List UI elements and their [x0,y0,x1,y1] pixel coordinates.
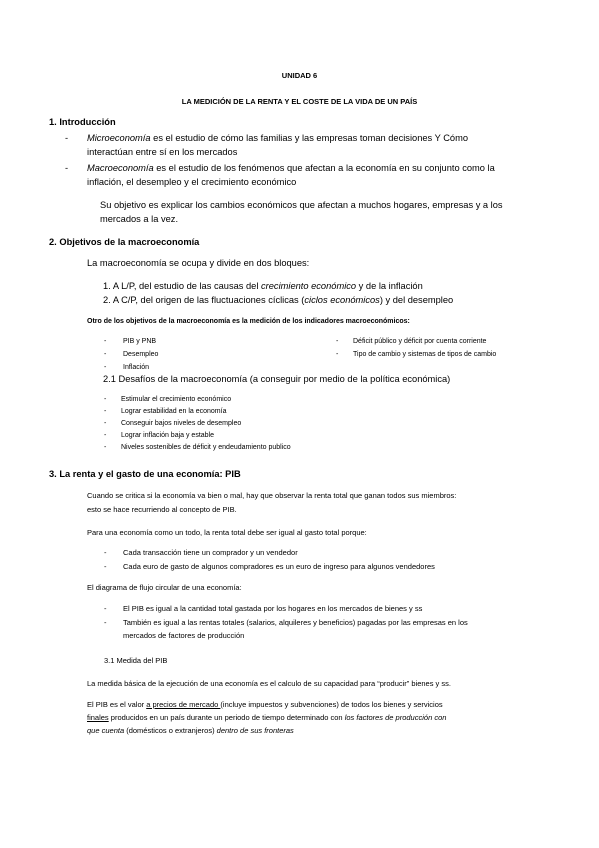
indicator-item: Tipo de cambio y sistemas de tipos de cambio [353,351,497,358]
macro-term: Macroeconomía [87,163,154,173]
paragraph: El diagrama de flujo circular de una economía: [87,583,242,592]
document-title: LA MEDICIÓN DE LA RENTA Y EL COSTE DE LA VIDA DE UN PAÍS [181,97,418,106]
bullet-dash: - [104,604,107,613]
bullet-dash: - [65,163,69,173]
block-1: 1. A L/P, del estudio de las causas del crecimiento económico y de la inflación [103,281,423,291]
unit-label: UNIDAD 6 [281,71,318,80]
micro-definition-line-1: Microeconomía es el estudio de cómo las familias y las empresas toman decisiones Y Cómo [87,133,469,143]
section-2-1-heading: 2.1 Desafíos de la macroeconomía (a conseguir por medio de la política económica) [103,374,451,384]
paragraph: La medida básica de la ejecución de una economía es el calculo de su capacidad para “producir” bienes y ss. [87,679,451,688]
challenge-item: Lograr estabilidad en la economía [121,408,227,415]
indicators-intro: Otro de los objetivos de la macroeconomía es la medición de los indicadores macroeconómicos: [87,318,410,325]
indicator-item: Déficit público y déficit por cuenta corriente [353,338,487,345]
gdp-definition-line-1: El PIB es el valor a precios de mercado (incluye impuestos y subvenciones) de todos los bienes y servicios [87,700,443,709]
section-3-1-heading: 3.1 Medida del PIB [104,656,168,665]
indicator-item: Desempleo [123,351,159,358]
indicator-item: PIB y PNB [123,338,157,345]
section-3-heading: 3. La renta y el gasto de una economía: PIB [49,469,241,479]
list-item-continuation: mercados de factores de producción [123,631,245,640]
list-item: El PIB es igual a la cantidad total gastada por los hogares en los mercados de bienes y ss [123,604,423,613]
section-1-heading: 1. Introducción [49,117,116,127]
bullet-dash: - [104,548,107,557]
bullet-dash: - [104,420,107,427]
bullet-dash: - [104,618,107,627]
gdp-definition-line-2: finales producidos en un país durante un periodo de tiempo determinado con los factores de producción con [87,713,447,722]
macro-definition-line-2: inflación, el desempleo y el crecimiento económico [87,177,297,187]
macro-definition-line-1: Macroeconomía es el estudio de los fenómenos que afectan a la economía en su conjunto como la [87,163,495,173]
bullet-dash: - [336,351,339,358]
bullet-dash: - [65,133,69,143]
bullet-dash: - [104,351,107,358]
bullet-dash: - [336,338,339,345]
objective-line-2: mercados a la vez. [100,214,179,224]
list-item: También es igual a las rentas totales (salarios, alquileres y beneficios) pagadas por las empresas en los [123,618,468,627]
challenge-item: Estimular el crecimiento económico [121,396,232,403]
objective-line-1: Su objetivo es explicar los cambios económicos que afectan a muchos hogares, empresas y a los [100,200,503,210]
bullet-dash: - [104,338,107,345]
challenge-item: Conseguir bajos niveles de desempleo [121,420,242,427]
bullet-dash: - [104,432,107,439]
blocks-intro: La macroeconomía se ocupa y divide en dos bloques: [87,258,310,268]
paragraph: Cuando se critica si la economía va bien o mal, hay que observar la renta total que ganan todos sus miembros: [87,491,457,500]
bullet-dash: - [104,364,107,371]
challenge-item: Lograr inflación baja y estable [121,432,215,439]
gdp-definition-line-3: que cuenta (domésticos o extranjeros) dentro de sus fronteras [87,726,294,735]
list-item: Cada transacción tiene un comprador y un vendedor [123,548,298,557]
challenge-item: Niveles sostenibles de déficit y endeudamiento publico [121,444,291,451]
bullet-dash: - [104,408,107,415]
bullet-dash: - [104,562,107,571]
paragraph: esto se hace recurriendo al concepto de PIB. [87,505,237,514]
list-item: Cada euro de gasto de algunos compradores es un euro de ingreso para algunos vendedores [123,562,435,571]
indicator-item: Inflación [123,364,150,371]
bullet-dash: - [104,444,107,451]
block-2: 2. A C/P, del origen de las fluctuaciones cíclicas (ciclos económicos) y del desempleo [103,295,454,305]
micro-term: Microeconomía [87,133,151,143]
paragraph: Para una economía como un todo, la renta total debe ser igual al gasto total porque: [87,528,367,537]
bullet-dash: - [104,396,107,403]
section-2-heading: 2. Objetivos de la macroeconomía [49,237,200,247]
micro-definition-line-2: interactúan entre sí en los mercados [87,147,238,157]
